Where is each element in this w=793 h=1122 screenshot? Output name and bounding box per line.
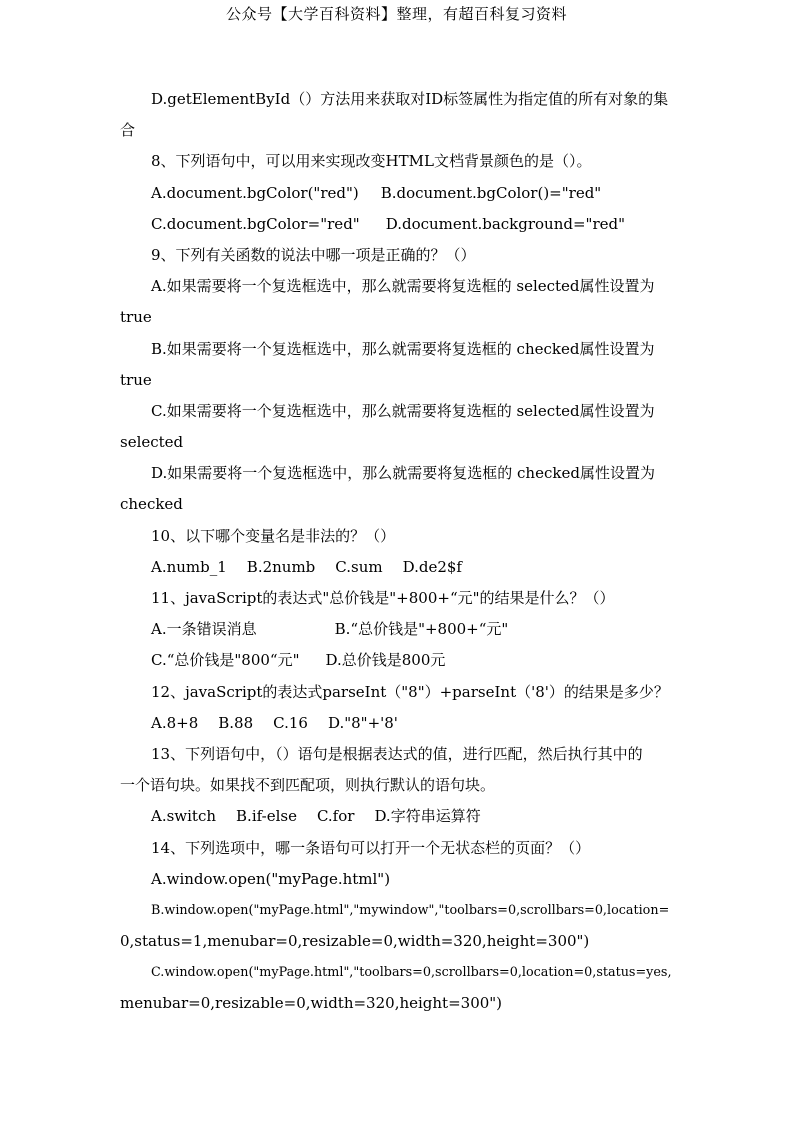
- question-8: 8、下列语句中，可以用来实现改变HTML文档背景颜色的是（）。: [151, 152, 592, 171]
- text-line: 合: [120, 121, 136, 140]
- option-b: B.88: [218, 713, 254, 732]
- option-c: C.window.open("myPage.html","toolbars=0,scrollbars=0,location=0,status=yes,: [151, 965, 672, 981]
- option-c: C.“总价钱是"800“元": [151, 651, 300, 670]
- options-line: [120, 645, 675, 676]
- options-line: [120, 178, 675, 209]
- option-a: A.window.open("myPage.html"): [151, 869, 391, 888]
- question-12: 12、javaScript的表达式parseInt（"8"）+parseInt（'8'）的结果是多少？: [151, 682, 669, 701]
- option-d: D.document.background="red": [385, 214, 625, 233]
- option-a: A.8+8: [151, 713, 199, 732]
- options-line: [120, 209, 675, 240]
- question-11: 11、javaScript的表达式"总价钱是"+800+“元"的结果是什么？（）: [151, 589, 615, 607]
- option-b: B.如果需要将一个复选框选中，那么就需要将复选框的 checked属性设置为: [151, 339, 655, 358]
- text-line: 0,status=1,menubar=0,resizable=0,width=320,height=300"): [120, 932, 590, 951]
- option-c: C.sum: [335, 557, 383, 576]
- text-line: menubar=0,resizable=0,width=320,height=300"): [120, 994, 503, 1013]
- option-a: A.switch: [151, 807, 217, 826]
- option-c: C.for: [316, 807, 355, 826]
- option-b: B.“总价钱是"+800+“元": [334, 620, 509, 639]
- page-header: 公众号【大学百科资料】整理，有超百科复习资料: [225, 5, 567, 23]
- options-line: [120, 614, 675, 645]
- options-line: [120, 801, 675, 832]
- option-a: A.document.bgColor("red"): [151, 183, 359, 202]
- option-a: A.如果需要将一个复选框选中，那么就需要将复选框的 selected属性设置为: [151, 277, 655, 296]
- option-d: D.字符串运算符: [374, 807, 481, 826]
- text-line: checked: [120, 495, 183, 514]
- option-a: A.numb_1: [151, 557, 227, 576]
- question-13: 13、下列语句中，（）语句是根据表达式的值，进行匹配，然后执行其中的: [151, 744, 643, 763]
- option-c: C.16: [273, 713, 308, 732]
- question-9: 9、下列有关函数的说法中哪一项是正确的？（）: [151, 245, 476, 264]
- option-d: D.如果需要将一个复选框选中，那么就需要将复选框的 checked属性设置为: [151, 464, 655, 483]
- option-d: D."8"+'8': [327, 713, 398, 732]
- options-line: [120, 552, 675, 583]
- option-b: B.document.bgColor()="red": [380, 183, 602, 202]
- option-c: C.document.bgColor="red": [151, 214, 360, 233]
- option-a: A.一条错误消息: [151, 620, 257, 639]
- option-d: D.de2$f: [402, 557, 462, 576]
- options-line: [120, 708, 675, 739]
- document-body: [120, 84, 675, 1020]
- option-b: B.window.open("myPage.html","mywindow","toolbars=0,scrollbars=0,location=: [151, 902, 670, 918]
- text-line: true: [120, 370, 152, 389]
- option-b: B.if-else: [236, 807, 297, 826]
- question-14: 14、下列选项中，哪一条语句可以打开一个无状态栏的页面？（）: [151, 838, 591, 857]
- text-line: D.getElementById（）方法用来获取对ID标签属性为指定值的所有对象的集: [151, 90, 669, 108]
- text-line: true: [120, 308, 152, 327]
- text-line: 一个语句块。如果找不到匹配项，则执行默认的语句块。: [120, 776, 496, 795]
- text-line: selected: [120, 433, 184, 452]
- option-d: D.总价钱是800元: [325, 651, 446, 670]
- question-10: 10、以下哪个变量名是非法的？（）: [151, 526, 396, 545]
- option-c: C.如果需要将一个复选框选中，那么就需要将复选框的 selected属性设置为: [151, 401, 655, 420]
- option-b: B.2numb: [246, 557, 316, 576]
